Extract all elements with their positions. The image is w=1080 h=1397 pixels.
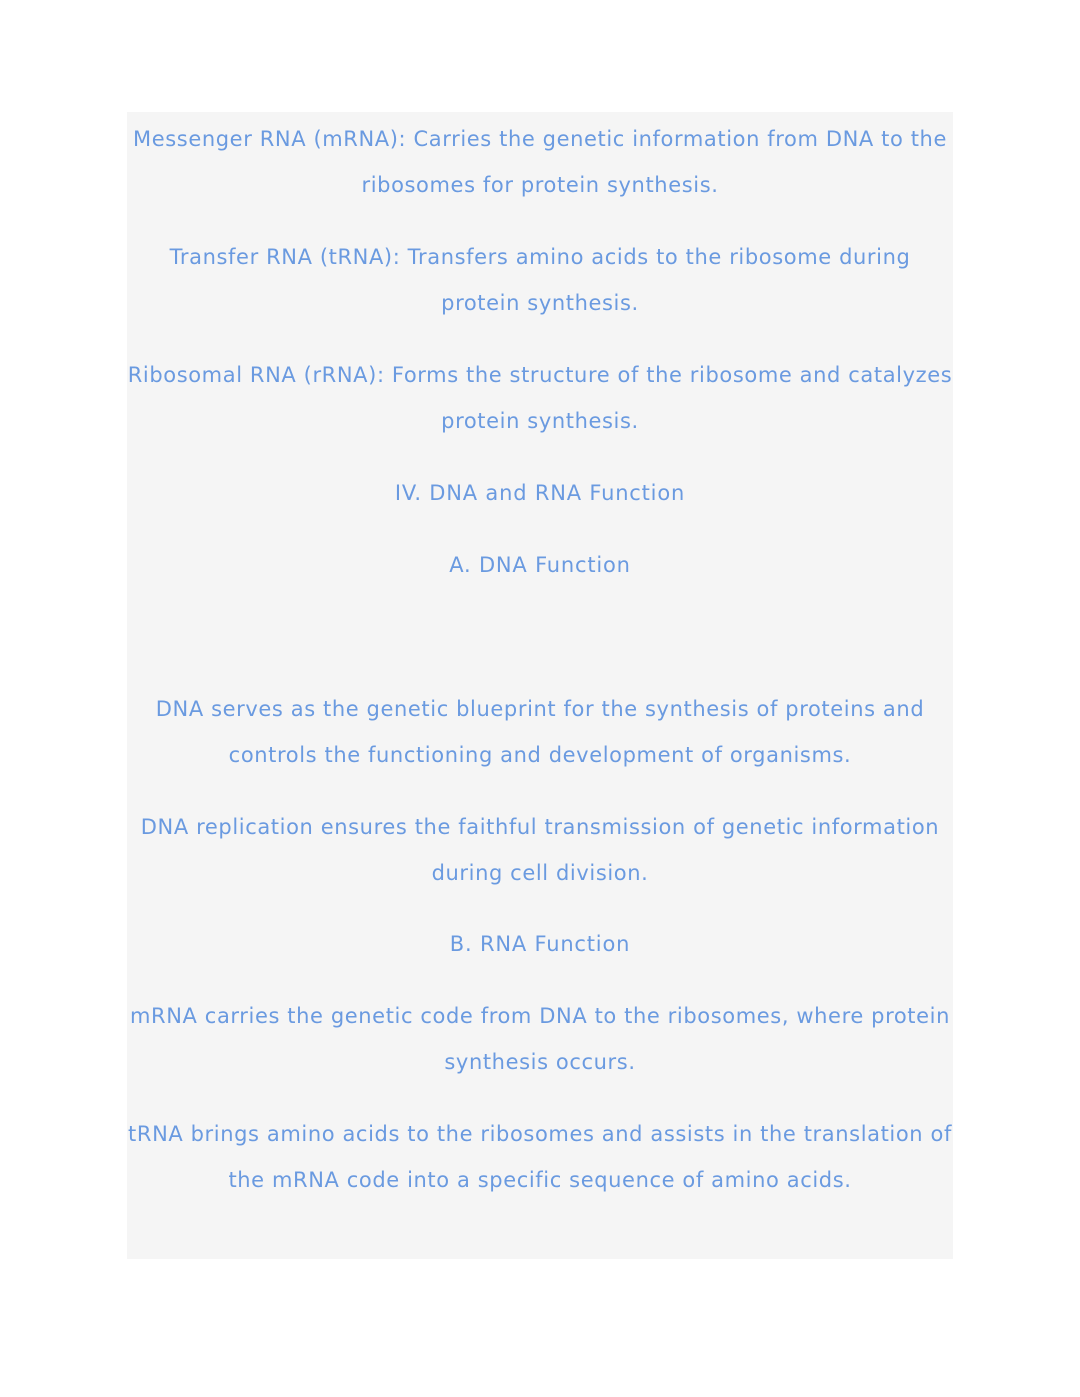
trna-function-paragraph: tRNA brings amino acids to the ribosomes and assists in the translation of the mRNA code into a specific sequence of amino acids. xyxy=(128,1122,952,1192)
dna-blueprint-paragraph: DNA serves as the genetic blueprint for the synthesis of proteins and controls the functioning and development of organisms. xyxy=(155,697,925,767)
mrna-function-paragraph: mRNA carries the genetic code from DNA to the ribosomes, where protein synthesis occurs. xyxy=(130,1004,950,1074)
trna-definition: Transfer RNA (tRNA): Transfers amino acids to the ribosome during protein synthesis. xyxy=(169,245,911,315)
rrna-definition: Ribosomal RNA (rRNA): Forms the structure of the ribosome and catalyzes protein synthesis. xyxy=(127,363,953,433)
section-heading-iv: IV. DNA and RNA Function xyxy=(394,481,686,505)
subsection-heading-b: B. RNA Function xyxy=(449,932,631,956)
dna-replication-paragraph: DNA replication ensures the faithful transmission of genetic information during cell division. xyxy=(140,815,940,885)
mrna-definition: Messenger RNA (mRNA): Carries the genetic information from DNA to the ribosomes for protein synthesis. xyxy=(133,127,947,197)
subsection-heading-a: A. DNA Function xyxy=(449,553,631,577)
